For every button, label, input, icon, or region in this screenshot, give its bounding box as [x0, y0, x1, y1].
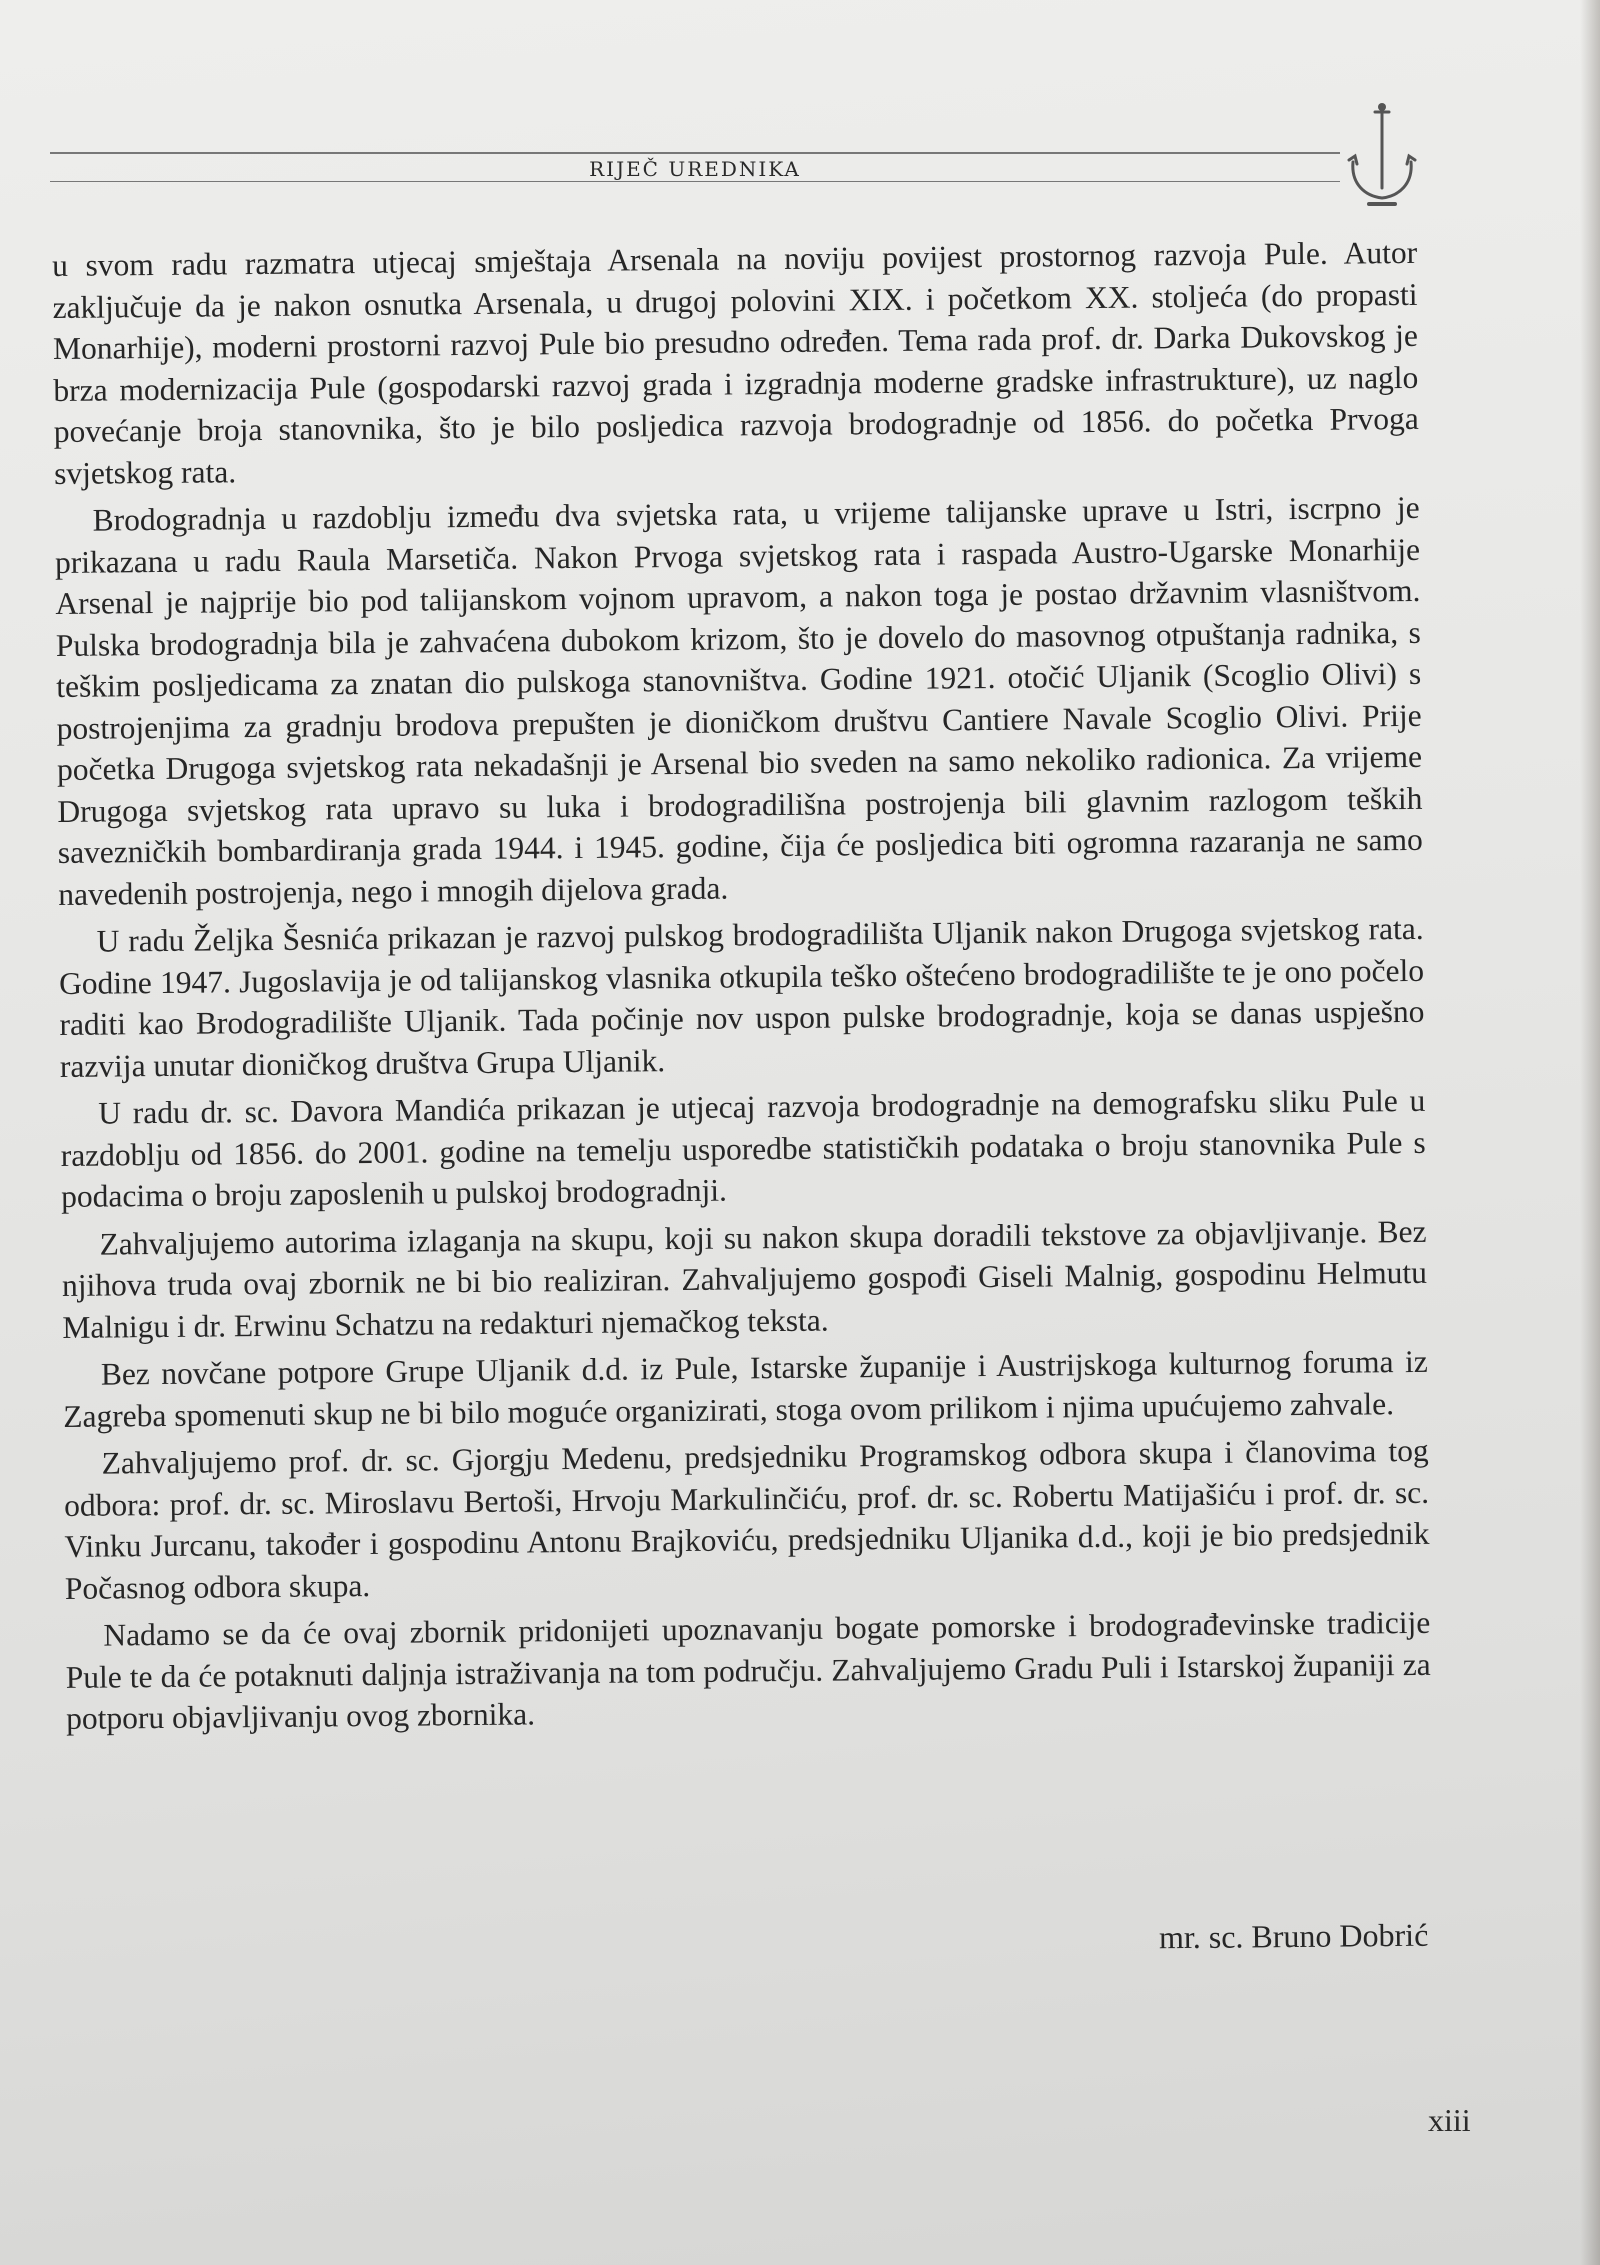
- page-edge-shadow: [1580, 0, 1600, 2265]
- running-head-title: RIJEČ UREDNIKA: [589, 157, 801, 181]
- paragraph: Bez novčane potpore Grupe Uljanik d.d. iz Pule, Istarske županije i Austrijskoga kulturnog foruma iz Zagreba spomenuti skup ne bi bilo moguće organizirati, stoga ovom prilikom i njima upućujemo zahvale.: [63, 1343, 1428, 1434]
- page-number: xiii: [1428, 2102, 1471, 2138]
- header-rule-top: [50, 152, 1340, 154]
- anchor-icon: [1345, 100, 1420, 215]
- paragraph: U radu Željka Šesnića prikazan je razvoj pulskog brodogradilišta Uljanik nakon Drugoga svjetskog rata. Godine 1947. Jugoslavija je od talijanskog vlasnika otkupila teško oštećeno brodogradilište te je ono počelo raditi kao Brodogradilište Uljanik. Tada počinje nov uspon pulske brodogradnje, koja se danas uspješno razvija unutar dioničkog društva Grupa Uljanik.: [58, 910, 1425, 1084]
- author-signature: mr. sc. Bruno Dobrić: [1158, 1916, 1429, 1956]
- paragraph: U radu dr. sc. Davora Mandića prikazan je utjecaj razvoja brodogradnje na demografsku sliku Pule u razdoblju od 1856. do 2001. godine na temelju usporedbe statističkih podataka o broju stanovnika Pule s podacima o broju zaposlenih u pulskoj brodogradnji.: [60, 1082, 1426, 1214]
- paragraph: Zahvaljujemo prof. dr. sc. Gjorgju Medenu, predsjedniku Programskog odbora skupa i članovima tog odbora: prof. dr. sc. Miroslavu Bertoši, Hrvoju Markulinčiću, prof. dr. sc. Robertu Matijašiću i prof. dr. sc. Vinku Jurcanu, također i gospodinu Antonu Brajkoviću, predsjedniku Uljanika d.d., koji je bio predsjednik Počasnog odbora skupa.: [63, 1432, 1430, 1606]
- editorial-text: [52, 232, 1431, 1746]
- paragraph: Brodogradnja u razdoblju između dva svjetska rata, u vrijeme talijanske uprave u Istri, iscrpno je prikazana u radu Raula Marsetiča. Nakon Prvoga svjetskog rata i raspada Austro-Ugarske Monarhije Arsenal je najprije bio pod talijanskom vojnom upravom, a nakon toga je postao državnim vlasništvom. Pulska brodogradnja bila je zahvaćena dubokom krizom, što je dovelo do masovnog otpuštanja radnika, s teškim posljedicama za znatan dio pulskoga stanovništva. Godine 1921. otočić Uljanik (Scoglio Olivi) s postrojenjima za gradnju brodova prepušten je dioničkom društvu Cantiere Navale Scoglio Olivi. Prije početka Drugoga svjetskog rata nekadašnji je Arsenal bio sveden na samo nekoliko radionica. Za vrijeme Drugoga svjetskog rata upravo su luka i brodogradilišna postrojenja bili glavnim razlogom teških savezničkih bombardiranja grada 1944. i 1945. godine, čija će posljedica biti ogromna razaranja ne samo navedenih postrojenja, nego i mnogih dijelova grada.: [54, 489, 1423, 912]
- header-rule-bottom: [50, 181, 1340, 182]
- paragraph: Nadamo se da će ovaj zbornik pridonijeti upoznavanju bogate pomorske i brodograđevinske tradicije Pule te da će potaknuti daljnja istraživanja na tom području. Zahvaljujemo Gradu Puli i Istarskoj županiji za potporu objavljivanju ovog zbornika.: [65, 1604, 1431, 1736]
- paragraph: Zahvaljujemo autorima izlaganja na skupu, koji su nakon skupa doradili tekstove za objavljivanje. Bez njihova truda ovaj zbornik ne bi bio realiziran. Zahvaljujemo gospođi Giseli Malnig, gospodinu Helmutu Malnigu i dr. Erwinu Schatzu na redakturi njemačkog teksta.: [61, 1213, 1428, 1345]
- paragraph: u svom radu razmatra utjecaj smještaja Arsenala na noviju povijest prostornog razvoja Pule. Autor zaključuje da je nakon osnutka Arsenala, u drugoj polovini XIX. i početkom XX. stoljeća (do propasti Monarhije), moderni prostorni razvoj Pule bio presudno određen. Tema rada prof. dr. Darka Dukovskog je brza modernizacija Pule (gospodarski razvoj grada i izgradnja moderne gradske infrastrukture), uz naglo povećanje broja stanovnika, što je bilo posljedica razvoja brodogradnje od 1856. do početka Prvoga svjetskog rata.: [52, 234, 1419, 491]
